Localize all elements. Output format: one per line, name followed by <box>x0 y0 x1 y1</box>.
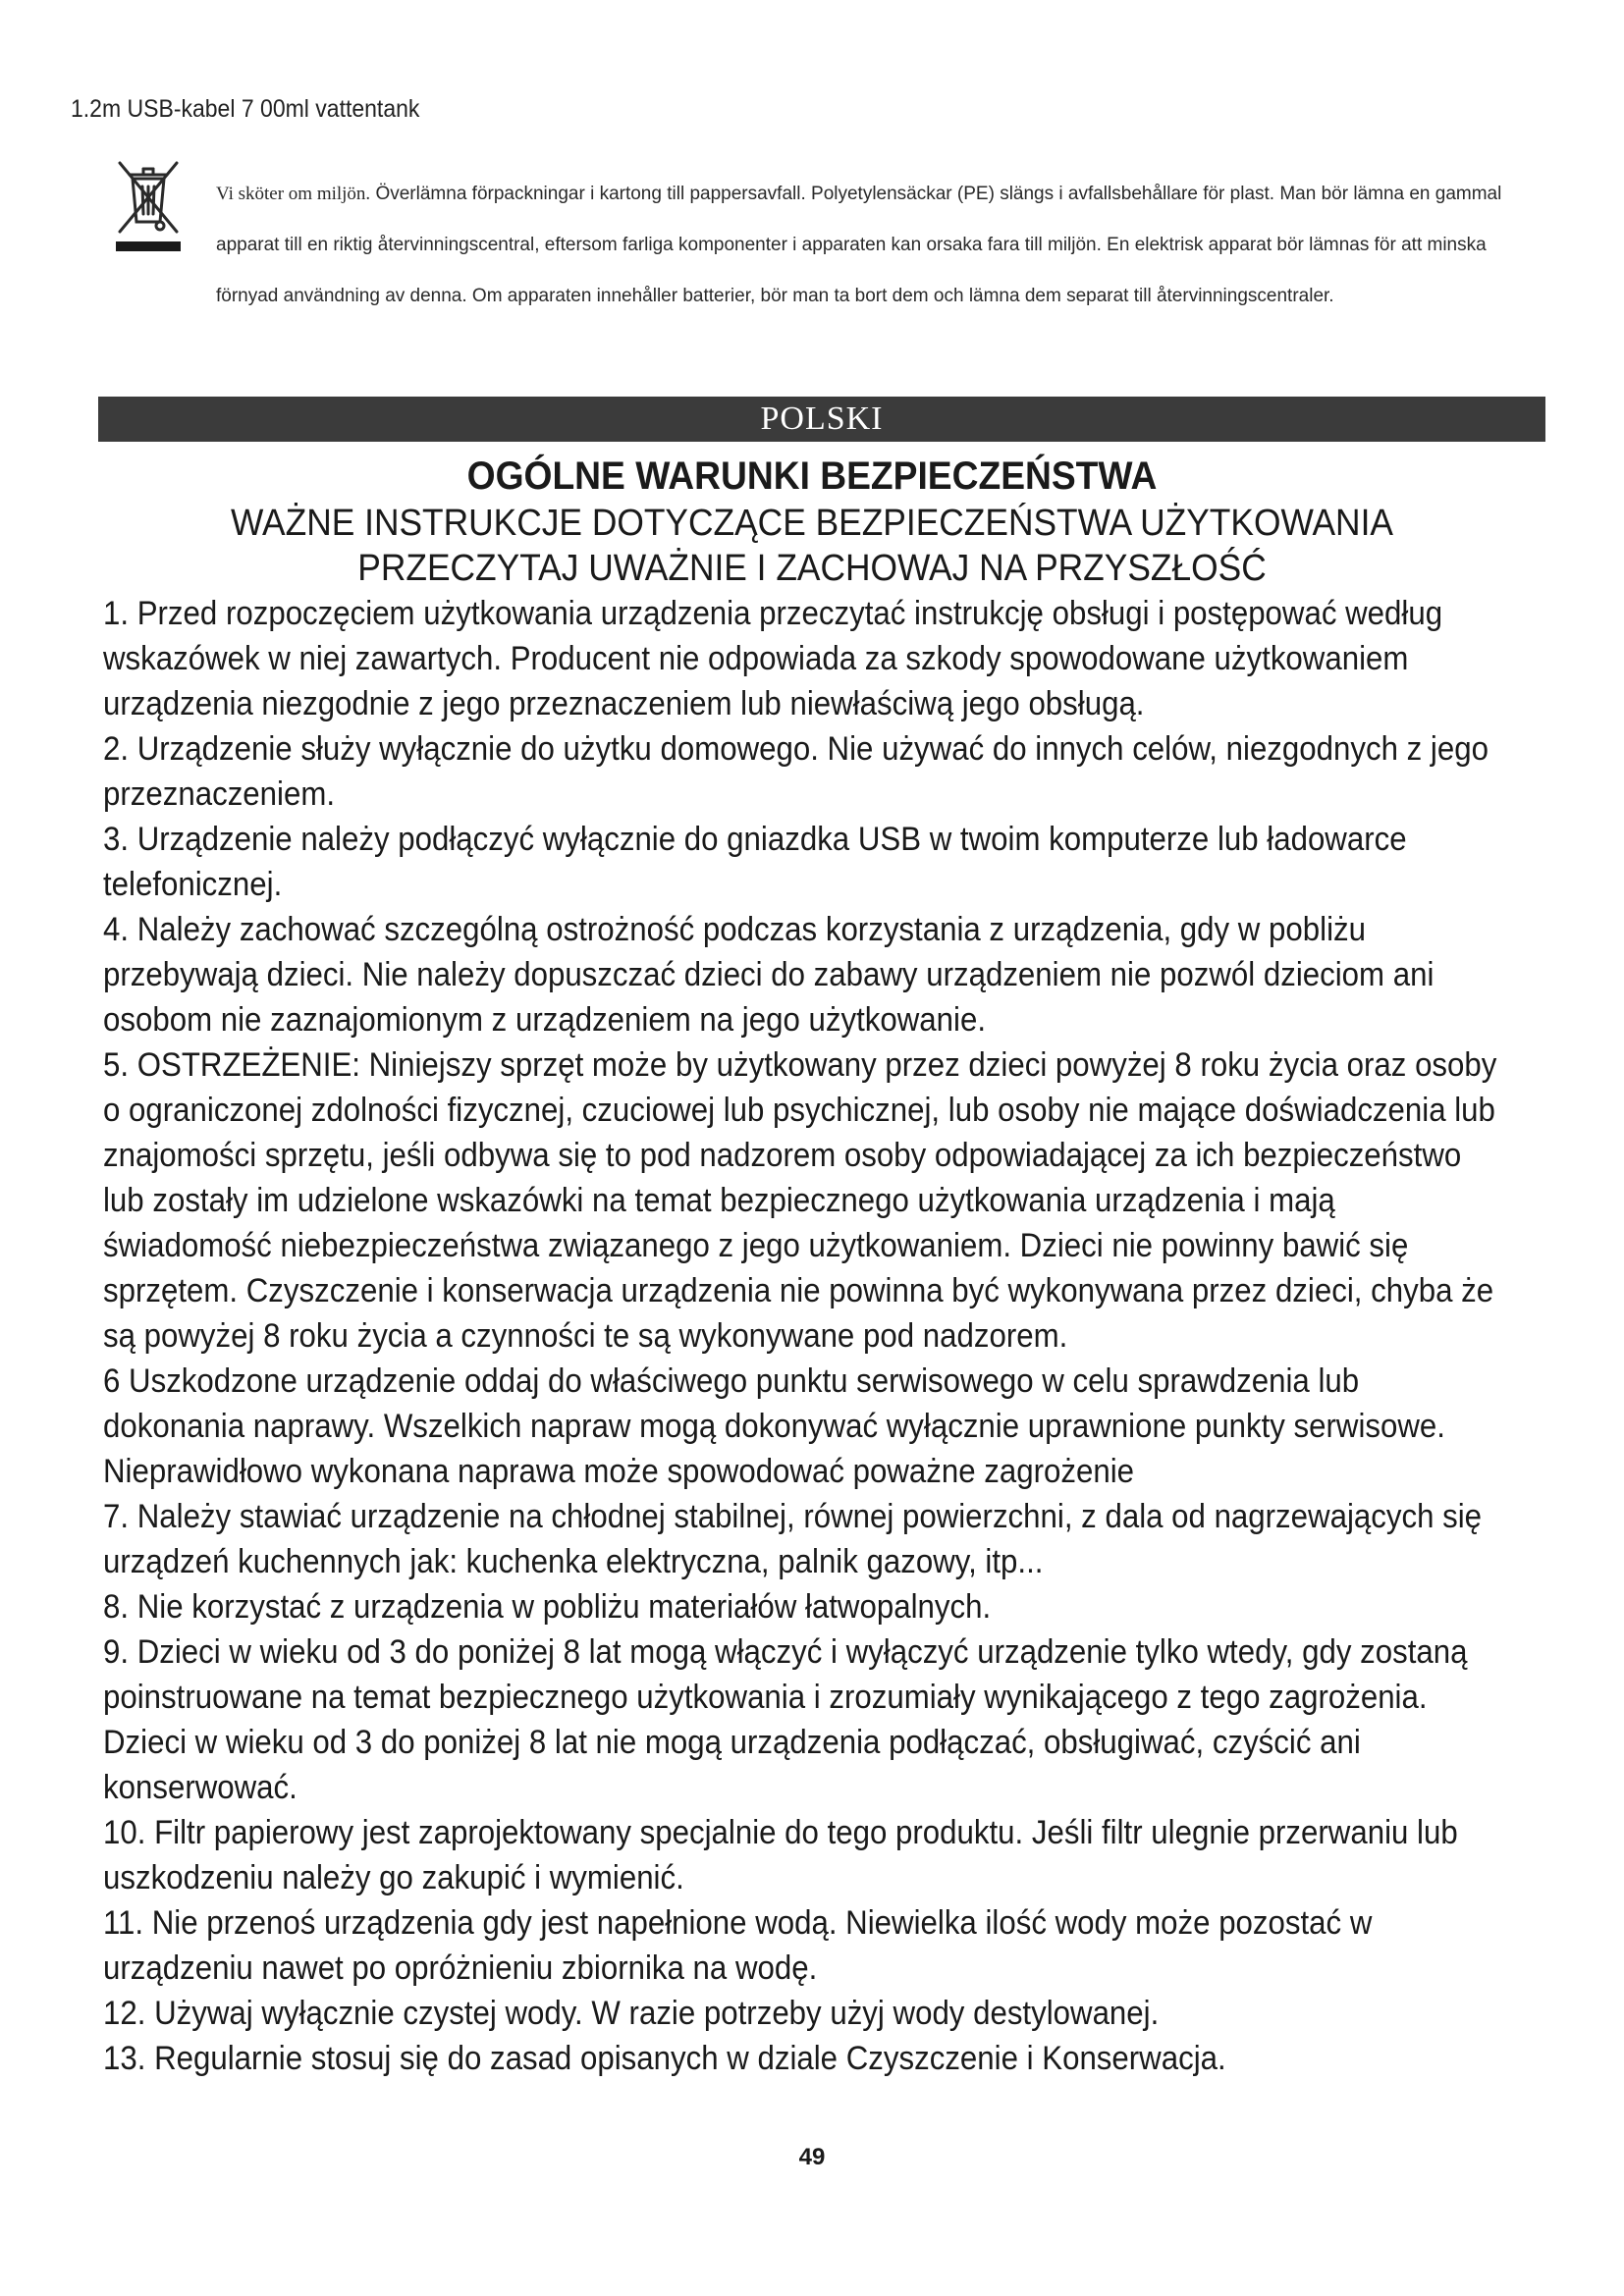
subtitle-read-carefully: PRZECZYTAJ UWAŻNIE I ZACHOWAJ NA PRZYSZŁOŚĆ <box>357 548 1267 589</box>
recycling-notice <box>216 169 1551 322</box>
instruction-item: 10. Filtr papierowy jest zaprojektowany specjalnie do tego produktu. Jeśli filtr ulegnie przerwaniu lub uszkodzeniu należy go zakupić i wymienić. <box>103 1814 1458 1896</box>
recycling-notice-lead: Vi sköter om miljön. <box>216 184 371 204</box>
instruction-item: 6 Uszkodzone urządzenie oddaj do właściwego punktu serwisowego w celu sprawdzenia lub dokonania naprawy. Wszelkich napraw mogą dokonywać wyłącznie uprawnione punkty serwisowe. Nieprawidłowo wykonana naprawa może spowodować poważne zagrożenie <box>103 1362 1445 1490</box>
language-section-bar: POLSKI <box>98 397 1545 442</box>
page-title: OGÓLNE WARUNKI BEZPIECZEŃSTWA <box>466 454 1158 498</box>
instruction-item: 5. OSTRZEŻENIE: Niniejszy sprzęt może by użytkowany przez dzieci powyżej 8 roku życia oraz osoby o ograniczonej zdolności fizycznej, czuciowej lub psychicznej, lub osoby nie mające doświadczenia lub znajomości sprzętu, jeśli odbywa się to pod nadzorem osoby odpowiadającej za ich bezpieczeństwo lub zostały im udzielone wskazówki na temat bezpiecznego użytkowania urządzenia i mają świadomość niebezpieczeństwa związanego z jego użytkowaniem. Dzieci nie powinny bawić się sprzętem. Czyszczenie i konserwacja urządzenia nie powinna być wykonywana przez dzieci, chyba że są powyżej 8 roku życia a czynności te są wykonywane pod nadzorem. <box>103 1046 1497 1355</box>
recycling-notice-text: Överlämna förpackningar i kartong till pappersavfall. Polyetylensäckar (PE) slängs i avfallsbehållare för plast. Man bör lämna en gammal apparat till en riktig återvinningscentral, eftersom farliga komponenter i apparaten kan orsaka fara till miljön. En elektrisk apparat bör lämnas för att minska förnyad användning av denna. Om apparaten innehåller batterier, bör man ta bort dem och lämna dem separat till återvinningscentraler. <box>216 184 1502 306</box>
instruction-item: 11. Nie przenoś urządzenia gdy jest napełnione wodą. Niewielka ilość wody może pozostać w urządzeniu nawet po opróżnieniu zbiornika na wodę. <box>103 1904 1373 1987</box>
subtitle-important-instructions: WAŻNE INSTRUKCJE DOTYCZĄCE BEZPIECZEŃSTWA UŻYTKOWANIA <box>231 503 1393 544</box>
header-line: 1.2m USB-kabel 7 00ml vattentank <box>71 95 420 123</box>
instruction-item: 8. Nie korzystać z urządzenia w pobliżu materiałów łatwopalnych. <box>103 1588 992 1626</box>
instruction-item: 1. Przed rozpoczęciem użytkowania urządzenia przeczytać instrukcję obsługi i postępować według wskazówek w niej zawartych. Producent nie odpowiada za szkody spowodowane użytkowaniem urządzenia niezgodnie z jego przeznaczeniem lub niewłaściwą jego obsługą. <box>103 595 1443 722</box>
instruction-item: 9. Dzieci w wieku od 3 do poniżej 8 lat mogą włączyć i wyłączyć urządzenie tylko wtedy, gdy zostaną poinstruowane na temat bezpiecznego użytkowania i zrozumiały wynikającego z tego zagrożenia. Dzieci w wieku od 3 do poniżej 8 lat nie mogą urządzenia podłączać, obsługiwać, czyścić ani konserwować. <box>103 1633 1468 1806</box>
instruction-item: 3. Urządzenie należy podłączyć wyłącznie do gniazdka USB w twoim komputerze lub ładowarce telefonicznej. <box>103 821 1407 903</box>
instruction-item: 2. Urządzenie służy wyłącznie do użytku domowego. Nie używać do innych celów, niezgodnych z jego przeznaczeniem. <box>103 730 1489 813</box>
safety-instructions-list <box>103 591 1507 2081</box>
page-number: 49 <box>798 2144 826 2170</box>
instruction-item: 13. Regularnie stosuj się do zasad opisanych w dziale Czyszczenie i Konserwacja. <box>103 2040 1226 2077</box>
crossed-out-wheelie-bin-icon <box>116 157 181 255</box>
instruction-item: 12. Używaj wyłącznie czystej wody. W razie potrzeby użyj wody destylowanej. <box>103 1995 1160 2032</box>
instruction-item: 4. Należy zachować szczególną ostrożność podczas korzystania z urządzenia, gdy w pobliżu przebywają dzieci. Nie należy dopuszczać dzieci do zabawy urządzeniem nie pozwól dzieciom ani osobom nie zaznajomionym z urządzeniem na jego użytkowanie. <box>103 911 1435 1039</box>
instruction-item: 7. Należy stawiać urządzenie na chłodnej stabilnej, równej powierzchni, z dala od nagrzewających się urządzeń kuchennych jak: kuchenka elektryczna, palnik gazowy, itp... <box>103 1498 1483 1580</box>
